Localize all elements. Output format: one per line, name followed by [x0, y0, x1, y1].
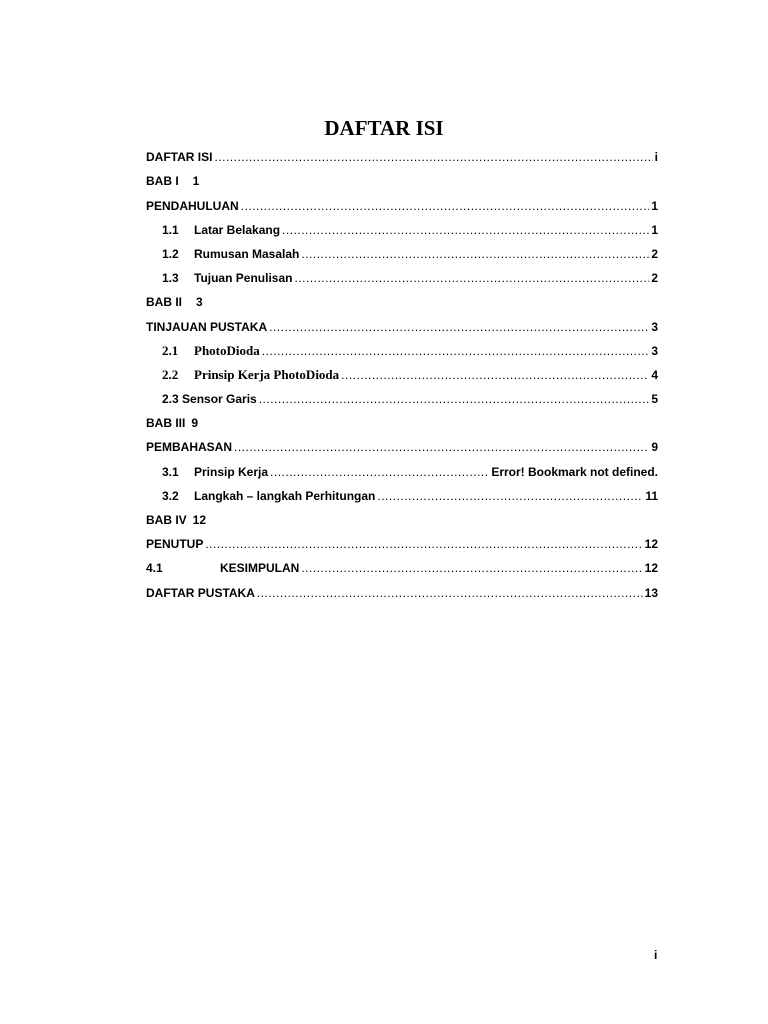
- toc-leader: [282, 223, 649, 237]
- toc-number: 2.2: [162, 366, 179, 382]
- toc-entry-bab-iv[interactable]: [146, 503, 658, 527]
- toc-page: 12: [192, 513, 207, 527]
- toc-leader: [301, 247, 649, 261]
- toc-label: BAB I: [146, 174, 179, 189]
- toc-label: Prinsip Kerja: [194, 464, 269, 479]
- toc-entry-2-1[interactable]: [146, 334, 658, 358]
- toc-number: 4.1: [146, 561, 163, 576]
- toc-label: Langkah – langkah Perhitungan: [194, 488, 376, 503]
- page-number: i: [654, 948, 658, 962]
- toc-page: 5: [651, 392, 658, 407]
- toc-label: BAB II: [146, 295, 182, 310]
- toc-entry-tinjauan-pustaka[interactable]: [146, 309, 658, 333]
- toc-number: 1.2: [162, 246, 179, 261]
- toc-page: 2: [651, 271, 658, 286]
- toc-entry-bab-i[interactable]: [146, 164, 658, 188]
- toc-label: PhotoDioda: [194, 342, 260, 358]
- toc-leader: [377, 489, 643, 503]
- toc-page: Error! Bookmark not defined.: [491, 464, 658, 479]
- toc-leader: [241, 199, 650, 213]
- toc-label: BAB IV: [146, 513, 187, 527]
- toc-entry-pendahuluan[interactable]: [146, 188, 658, 212]
- toc-page: 3: [196, 295, 203, 310]
- toc-leader: [270, 465, 489, 479]
- toc-page: 1: [192, 174, 200, 189]
- toc-label: PEMBAHASAN: [146, 440, 233, 455]
- toc-label: Prinsip Kerja PhotoDioda: [194, 366, 340, 382]
- toc-page: i: [654, 150, 658, 165]
- toc-entry-4-1[interactable]: [146, 551, 658, 575]
- toc-page: 13: [644, 585, 658, 600]
- toc-entry-2-3[interactable]: [146, 382, 658, 406]
- toc-entry-bab-iii[interactable]: [146, 406, 658, 430]
- toc-entry-daftar-pustaka[interactable]: [146, 575, 658, 599]
- page-title: DAFTAR ISI: [324, 116, 444, 140]
- toc-label: TINJAUAN PUSTAKA: [146, 319, 268, 334]
- toc-leader: [257, 586, 643, 600]
- toc-leader: [214, 150, 652, 164]
- toc-leader: [269, 320, 649, 334]
- toc-leader: [262, 344, 650, 358]
- toc-number: 1.1: [162, 222, 179, 237]
- toc-label: Rumusan Masalah: [194, 246, 300, 261]
- toc-leader: [259, 392, 650, 406]
- toc-number: 1.3: [162, 271, 179, 286]
- toc-label: Tujuan Penulisan: [194, 271, 293, 286]
- toc-entry-3-2[interactable]: [146, 479, 658, 503]
- toc-leader: [341, 368, 649, 382]
- toc-leader: [234, 440, 649, 454]
- toc-number: 3.1: [162, 464, 179, 479]
- toc-entry-pembahasan[interactable]: [146, 430, 658, 454]
- toc-page: 1: [651, 198, 658, 213]
- toc-leader: [294, 271, 649, 285]
- toc-label: 2.3 Sensor Garis: [162, 392, 257, 407]
- toc-page: 11: [645, 488, 658, 503]
- toc-entry-3-1[interactable]: [146, 454, 658, 478]
- table-of-contents: [146, 140, 658, 600]
- toc-label: PENDAHULUAN: [146, 198, 239, 213]
- toc-label: KESIMPULAN: [220, 561, 300, 576]
- toc-entry-2-2[interactable]: [146, 358, 658, 382]
- toc-number: 3.2: [162, 488, 179, 503]
- toc-label: BAB III: [146, 416, 186, 431]
- toc-page: 1: [651, 222, 658, 237]
- toc-leader: [301, 561, 642, 575]
- toc-number: 2.1: [162, 342, 179, 358]
- toc-label: PENUTUP: [146, 537, 204, 552]
- toc-leader: [205, 537, 642, 551]
- toc-entry-1-2[interactable]: [146, 237, 658, 261]
- toc-entry-daftar-isi[interactable]: [146, 140, 658, 164]
- toc-entry-1-1[interactable]: [146, 213, 658, 237]
- toc-entry-bab-ii[interactable]: [146, 285, 658, 309]
- toc-entry-penutup[interactable]: [146, 527, 658, 551]
- toc-page: 12: [644, 537, 658, 552]
- toc-page: 9: [191, 416, 199, 431]
- toc-page: 2: [651, 246, 658, 261]
- toc-page: 3: [651, 319, 658, 334]
- toc-page: 3: [651, 343, 658, 358]
- toc-page: 4: [651, 367, 658, 382]
- toc-entry-1-3[interactable]: [146, 261, 658, 285]
- toc-label: DAFTAR PUSTAKA: [146, 585, 255, 600]
- toc-label: Latar Belakang: [194, 222, 281, 237]
- toc-page: 12: [644, 561, 658, 576]
- toc-label: DAFTAR ISI: [146, 150, 213, 165]
- toc-page: 9: [651, 440, 658, 455]
